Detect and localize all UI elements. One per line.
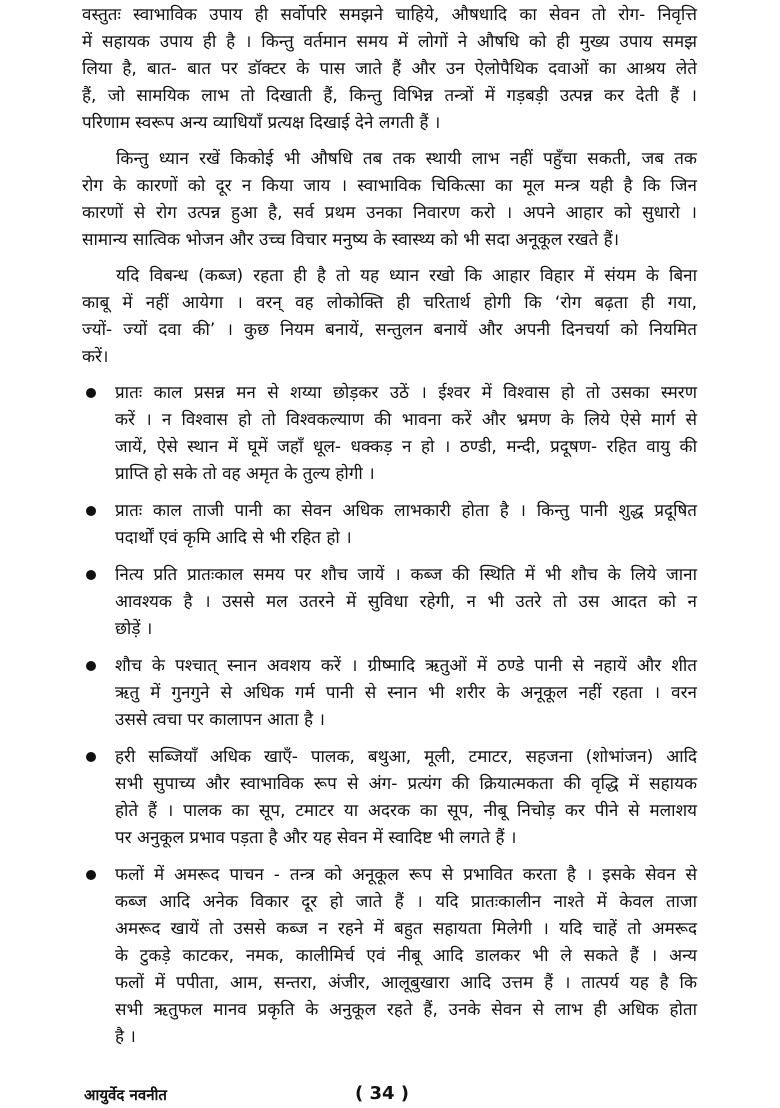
- bullet-icon: [86, 870, 96, 880]
- text-line: फलों में पपीता, आम, सन्तरा, अंजीर, आलूबुखारा आदि उत्तम हैं । तात्पर्य यह है कि: [115, 973, 697, 993]
- text-line: लिया है, बात- बात पर डॉक्टर के पास जाते हैं और उन ऐलोपैथिक दवाओं का आश्रय लेते: [82, 59, 697, 79]
- footer-book-title: आयुर्वेद नवनीत: [84, 1086, 167, 1104]
- text-line: अमरूद खायें तो उससे कब्ज न रहने में बहुत सहायता मिलेगी । यदि चाहें तो अमरूद: [115, 919, 697, 939]
- text-line: पदार्थों एवं कृमि आदि से भी रहित हो ।: [115, 528, 352, 548]
- bullet-list: [82, 380, 697, 1051]
- text-line: ज्यों- ज्यों दवा की’ । कुछ नियम बनायें, सन्तुलन बनायें और अपनी दिनचर्या को नियमित: [82, 320, 697, 340]
- paragraphs: [82, 2, 697, 371]
- text-line: नित्य प्रति प्रातःकाल समय पर शौच जायें । कब्ज की स्थिति में भी शौच के लिये जाना: [115, 565, 697, 585]
- bullet-icon: [86, 388, 96, 398]
- text-line: हैं, जो सामयिक लाभ तो दिखाती हैं, किन्तु विभिन्न तन्त्रों में गड़बड़ी उत्पन्न कर देती हैं ।: [82, 86, 697, 106]
- list-item: [82, 562, 697, 643]
- text-line: प्रातः काल ताजी पानी का सेवन अधिक लाभकारी होता है । किन्तु पानी शुद्ध प्रदूषित: [115, 501, 697, 521]
- text-line: आवश्यक है । उससे मल उतरने में सुविधा रहेगी, न भी उतरे तो उस आदत को न: [115, 592, 697, 612]
- text-line: छोड़ें ।: [115, 619, 153, 639]
- text-line: के टुकड़े काटकर, नमक, कालीमिर्च एवं नीबू आदि डालकर भी ले सकते हैं । अन्य: [115, 946, 697, 966]
- text-line: ऋतु में गुनगुने से अधिक गर्म पानी से स्नान भी शरीर के अनूकूल नहीं रहता । वरन: [115, 683, 697, 703]
- paragraph: [82, 146, 697, 254]
- text-line: यदि विबन्ध (कब्ज) रहता ही है तो यह ध्यान रखो कि आहार विहार में संयम के बिना: [116, 266, 697, 286]
- text-line: उससे त्वचा पर कालापन आता है ।: [115, 710, 325, 730]
- text-line: करें । न विश्वास हो तो विश्वकल्याण की भावना करें और भ्रमण के लिये ऐसे मार्ग से: [115, 410, 697, 430]
- page-number: ( 34 ): [355, 1083, 410, 1104]
- text-line: वस्तुतः स्वाभाविक उपाय ही सर्वोपरि समझने चाहिये, औषधादि का सेवन तो रोग- निवृत्ति: [82, 5, 697, 25]
- text-line: है ।: [115, 1027, 136, 1047]
- text-line: हरी सब्जियाँ अधिक खाएँ- पालक, बथुआ, मूली, टमाटर, सहजना (शोभांजन) आदि: [115, 747, 697, 767]
- text-line: सभी ऋतुफल मानव प्रकृति के अनुकूल रहते हैं, उनके सेवन से लाभ ही अधिक होता: [115, 1000, 697, 1020]
- text-line: पर अनुकूल प्रभाव पड़ता है और यह सेवन में स्वादिष्ट भी लगते हैं ।: [115, 828, 517, 848]
- paragraph: [82, 263, 697, 371]
- text-line: काबू में नहीं आयेगा । वरन् वह लोकोक्ति ही चरितार्थ होगी कि ‘रोग बढ़ता ही गया,: [82, 293, 697, 313]
- text-line: करें।: [82, 347, 109, 367]
- page-body: [82, 2, 697, 1061]
- text-line: कब्ज आदि अनेक विकार दूर हो जाते हैं । यदि प्रातःकालीन नाश्ते में केवल ताजा: [115, 892, 697, 912]
- list-item: [82, 498, 697, 552]
- text-line: शौच के पश्चात् स्नान अवशय करें । ग्रीष्मादि ऋतुओं में ठण्डे पानी से नहायें और शीत: [115, 656, 697, 676]
- paragraph: [82, 2, 697, 137]
- list-item: [82, 744, 697, 852]
- text-line: होते हैं । पालक का सूप, टमाटर या अदरक का सूप, नीबू निचोड़ कर पीने से मलाशय: [115, 801, 697, 821]
- text-line: कारणों से रोग उत्पन्न हुआ है, सर्व प्रथम उनका निवारण करो । अपने आहार को सुधारो ।: [82, 203, 697, 223]
- bullet-icon: [86, 752, 96, 762]
- list-item: [82, 380, 697, 488]
- text-line: फलों में अमरूद पाचन - तन्त्र को अनूकूल रूप से प्रभावित करता है । इसके सेवन से: [115, 865, 697, 885]
- list-item: [82, 862, 697, 1051]
- text-line: में सहायक उपाय ही है । किन्तु वर्तमान समय में लोगों ने औषधि को ही मुख्य उपाय समझ: [82, 32, 697, 52]
- text-line: प्राप्ति हो सके तो वह अमृत के तुल्य होगी ।: [115, 464, 375, 484]
- text-line: रोग के कारणों को दूर न किया जाय । स्वाभाविक चिकित्सा का मूल मन्त्र यही है कि जिन: [82, 176, 697, 196]
- text-line: किन्तु ध्यान रखें किकोई भी औषधि तब तक स्थायी लाभ नहीं पहुँचा सकती, जब तक: [116, 149, 697, 169]
- text-line: सामान्य सात्विक भोजन और उच्च विचार मनुष्य के स्वास्थ्य को भी सदा अनूकूल रखते हैं।: [82, 230, 620, 250]
- text-line: प्रातः काल प्रसन्न मन से शय्या छोड़कर उठें । ईश्वर में विश्वास हो तो उसका स्मरण: [115, 383, 697, 403]
- text-line: परिणाम स्वरूप अन्य व्याधियाँ प्रत्यक्ष दिखाई देने लगती हैं ।: [82, 113, 441, 133]
- text-line: जायें, ऐसे स्थान में घूमें जहाँ धूल- धक्कड़ न हो । ठण्डी, मन्दी, प्रदूषण- रहित वायु की: [115, 437, 697, 457]
- bullet-icon: [86, 661, 96, 671]
- bullet-icon: [86, 570, 96, 580]
- list-item: [82, 653, 697, 734]
- text-line: सभी सुपाच्य और स्वाभाविक रूप से अंग- प्रत्यंग की क्रियात्मकता की वृद्धि में सहायक: [115, 774, 697, 794]
- bullet-icon: [86, 506, 96, 516]
